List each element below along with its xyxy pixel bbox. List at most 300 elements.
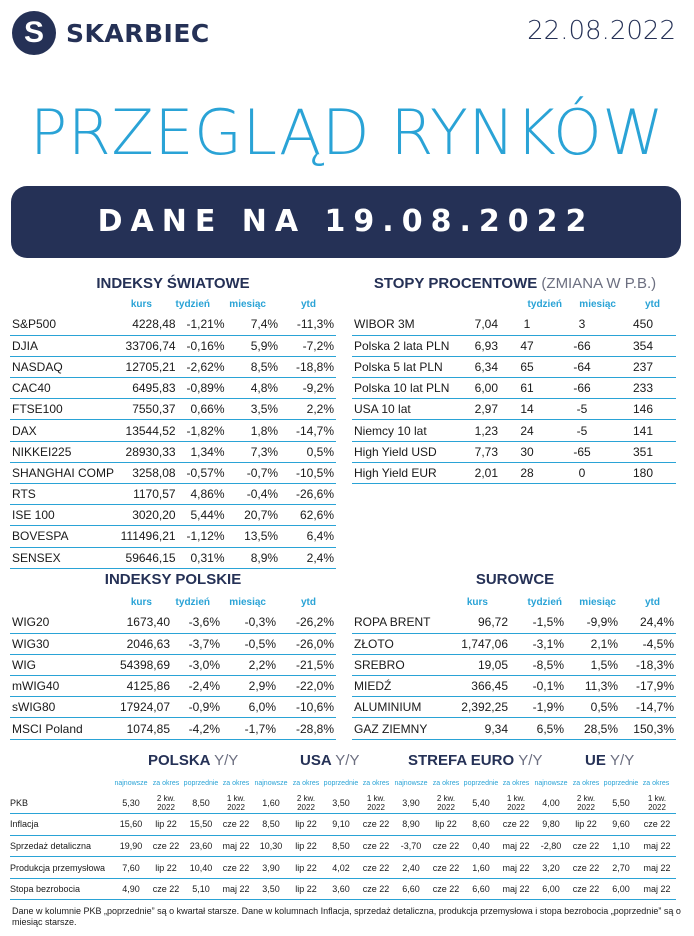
cell-value: -1,82% — [178, 420, 227, 441]
table-row — [10, 399, 336, 420]
cell-value: 33706,74 — [116, 335, 178, 356]
row-label: DJIA — [10, 335, 116, 356]
macro-subhead: za okres — [432, 780, 460, 787]
cell-value: 3020,20 — [116, 505, 178, 526]
row-label: ISE 100 — [10, 505, 116, 526]
cell-value: maj 22 — [638, 857, 676, 879]
cell-value: lip 22 — [568, 814, 604, 836]
row-label: Produkcja przemysłowa — [10, 857, 114, 879]
cell-value: 6,00 — [456, 378, 500, 399]
table-row — [10, 718, 336, 739]
cell-value: -1,12% — [178, 526, 227, 547]
cell-value: maj 22 — [498, 878, 534, 900]
cell-value: -1,5% — [510, 612, 566, 633]
cell-value: -22,0% — [278, 676, 336, 697]
colhead-rates-ytd: ytd — [645, 299, 660, 310]
cell-value: 237 — [610, 356, 676, 377]
cell-value: 13544,52 — [116, 420, 178, 441]
cell-value: maj 22 — [498, 835, 534, 857]
cell-value: 9,10 — [324, 814, 358, 836]
table-row — [10, 654, 336, 675]
cell-value: 1,747,06 — [442, 633, 510, 654]
colhead-world-kurs: kurs — [130, 299, 152, 310]
table-row — [352, 356, 676, 377]
row-label: WIG — [10, 654, 110, 675]
cell-value: 3,50 — [324, 792, 358, 814]
cell-value: 1 kw. 2022 — [498, 792, 534, 814]
cell-value: 2,9% — [222, 676, 278, 697]
table-row — [10, 697, 336, 718]
cell-value: -0,1% — [510, 676, 566, 697]
cell-value: 4,00 — [534, 792, 568, 814]
row-label: Niemcy 10 lat — [352, 420, 456, 441]
row-label: RTS — [10, 484, 116, 505]
cell-value: lip 22 — [288, 835, 324, 857]
cell-value: 11,3% — [566, 676, 620, 697]
table-row — [10, 835, 676, 857]
section-title-commodities: SUROWCE — [475, 571, 555, 588]
row-label: WIBOR 3M — [352, 314, 456, 335]
macro-title-ue: UE Y/Y — [585, 752, 635, 769]
cell-value: cze 22 — [428, 835, 464, 857]
row-label: NIKKEI225 — [10, 441, 116, 462]
row-label: USA 10 lat — [352, 399, 456, 420]
cell-value: 6495,83 — [116, 378, 178, 399]
cell-value: -14,7% — [620, 697, 676, 718]
row-label: FTSE100 — [10, 399, 116, 420]
cell-value: 2,97 — [456, 399, 500, 420]
cell-value: 8,5% — [227, 356, 281, 377]
cell-value: 2,40 — [394, 857, 428, 879]
cell-value: 366,45 — [442, 676, 510, 697]
cell-value: 59646,15 — [116, 547, 178, 568]
cell-value: -0,7% — [227, 462, 281, 483]
cell-value: cze 22 — [568, 835, 604, 857]
row-label: PKB — [10, 792, 114, 814]
data-date-banner: DANE NA 19.08.2022 — [11, 186, 681, 258]
table-row — [352, 441, 676, 462]
cell-value: 1 kw. 2022 — [358, 792, 394, 814]
row-label: SHANGHAI COMP — [10, 462, 116, 483]
cell-value: -2,4% — [172, 676, 222, 697]
cell-value: 2 kw. 2022 — [148, 792, 184, 814]
row-label: MIEDŹ — [352, 676, 442, 697]
cell-value: -4,2% — [172, 718, 222, 739]
cell-value: 2,1% — [566, 633, 620, 654]
table-row — [352, 697, 676, 718]
cell-value: -5 — [554, 399, 610, 420]
row-label: GAZ ZIEMNY — [352, 718, 442, 739]
colhead-rates-miesiac: miesiąc — [579, 299, 616, 310]
macro-subhead: najnowsze — [254, 780, 288, 787]
cell-value: lip 22 — [148, 857, 184, 879]
cell-value: 1,34% — [178, 441, 227, 462]
cell-value: 4,90 — [114, 878, 148, 900]
cell-value: -0,57% — [178, 462, 227, 483]
cell-value: 1,60 — [254, 792, 288, 814]
cell-value: 1,10 — [604, 835, 638, 857]
cell-value: 8,9% — [227, 547, 281, 568]
brand-name: SKARBIEC — [66, 18, 210, 48]
cell-value: 6,60 — [394, 878, 428, 900]
cell-value: 5,9% — [227, 335, 281, 356]
macro-subhead: za okres — [572, 780, 600, 787]
colhead-world-miesiac: miesiąc — [229, 299, 266, 310]
colhead-pl-miesiac: miesiąc — [229, 597, 266, 608]
cell-value: 3,20 — [534, 857, 568, 879]
cell-value: 19,05 — [442, 654, 510, 675]
cell-value: -1,21% — [178, 314, 227, 335]
cell-value: 30 — [500, 441, 554, 462]
cell-value: 351 — [610, 441, 676, 462]
table-row — [10, 633, 336, 654]
logo-icon: S — [12, 11, 56, 55]
interest-rates-subtitle: (ZMIANA W P.B.) — [541, 275, 657, 292]
cell-value: 450 — [610, 314, 676, 335]
cell-value: -5 — [554, 420, 610, 441]
cell-value: cze 22 — [358, 814, 394, 836]
cell-value: 15,50 — [184, 814, 218, 836]
row-label: Polska 10 lat PLN — [352, 378, 456, 399]
table-row — [352, 314, 676, 335]
cell-value: -0,4% — [227, 484, 281, 505]
cell-value: 96,72 — [442, 612, 510, 633]
cell-value: 0,31% — [178, 547, 227, 568]
colhead-pl-tydzien: tydzień — [175, 597, 210, 608]
cell-value: -28,8% — [278, 718, 336, 739]
cell-value: -9,9% — [566, 612, 620, 633]
row-label: ALUMINIUM — [352, 697, 442, 718]
colhead-world-tydzien: tydzień — [175, 299, 210, 310]
cell-value: lip 22 — [428, 814, 464, 836]
cell-value: 5,30 — [114, 792, 148, 814]
cell-value: cze 22 — [148, 835, 184, 857]
cell-value: 3,5% — [227, 399, 281, 420]
cell-value: 19,90 — [114, 835, 148, 857]
table-row — [10, 462, 336, 483]
cell-value: 2046,63 — [110, 633, 172, 654]
cell-value: 2 kw. 2022 — [288, 792, 324, 814]
row-label: Sprzedaż detaliczna — [10, 835, 114, 857]
cell-value: 354 — [610, 335, 676, 356]
cell-value: -3,0% — [172, 654, 222, 675]
macro-subhead: za okres — [152, 780, 180, 787]
cell-value: 1 — [500, 314, 554, 335]
row-label: Polska 2 lata PLN — [352, 335, 456, 356]
cell-value: lip 22 — [288, 814, 324, 836]
cell-value: -65 — [554, 441, 610, 462]
cell-value: 15,60 — [114, 814, 148, 836]
row-label: NASDAQ — [10, 356, 116, 377]
row-label: High Yield EUR — [352, 462, 456, 483]
colhead-rates-tydzien: tydzień — [527, 299, 562, 310]
polish-indices-table — [10, 612, 336, 740]
cell-value: 1 kw. 2022 — [218, 792, 254, 814]
cell-value: -3,7% — [172, 633, 222, 654]
cell-value: cze 22 — [428, 878, 464, 900]
cell-value: -0,16% — [178, 335, 227, 356]
row-label: Inflacja — [10, 814, 114, 836]
cell-value: 4,86% — [178, 484, 227, 505]
table-row — [10, 612, 336, 633]
cell-value: 28930,33 — [116, 441, 178, 462]
cell-value: 7,73 — [456, 441, 500, 462]
cell-value: 7,60 — [114, 857, 148, 879]
cell-value: 1170,57 — [116, 484, 178, 505]
cell-value: 2,2% — [222, 654, 278, 675]
cell-value: 0,5% — [566, 697, 620, 718]
cell-value: 65 — [500, 356, 554, 377]
cell-value: 6,5% — [510, 718, 566, 739]
cell-value: -10,5% — [280, 462, 336, 483]
section-title-interest-rates — [352, 275, 678, 292]
row-label: ROPA BRENT — [352, 612, 442, 633]
cell-value: -2,80 — [534, 835, 568, 857]
table-row — [10, 878, 676, 900]
cell-value: 2,392,25 — [442, 697, 510, 718]
cell-value: maj 22 — [638, 878, 676, 900]
cell-value: cze 22 — [358, 857, 394, 879]
macro-subhead: za okres — [362, 780, 390, 787]
cell-value: 4,8% — [227, 378, 281, 399]
cell-value: 5,40 — [464, 792, 498, 814]
cell-value: cze 22 — [498, 814, 534, 836]
cell-value: maj 22 — [638, 835, 676, 857]
cell-value: 17924,07 — [110, 697, 172, 718]
row-label: WIG30 — [10, 633, 110, 654]
macro-subhead: za okres — [642, 780, 670, 787]
cell-value: 2,4% — [280, 547, 336, 568]
colhead-com-tydzien: tydzień — [527, 597, 562, 608]
cell-value: cze 22 — [428, 857, 464, 879]
table-row — [10, 420, 336, 441]
cell-value: -0,3% — [222, 612, 278, 633]
table-row — [10, 814, 676, 836]
macro-title-usa: USA Y/Y — [300, 752, 360, 769]
row-label: CAC40 — [10, 378, 116, 399]
interest-rates-title: STOPY PROCENTOWE — [373, 275, 538, 292]
row-label: S&P500 — [10, 314, 116, 335]
cell-value: 0,40 — [464, 835, 498, 857]
macro-subhead: najnowsze — [534, 780, 568, 787]
cell-value: cze 22 — [568, 878, 604, 900]
table-row — [10, 314, 336, 335]
world-indices-table — [10, 314, 336, 569]
cell-value: 24 — [500, 420, 554, 441]
table-row — [10, 356, 336, 377]
cell-value: -26,6% — [280, 484, 336, 505]
macro-subhead: poprzednie — [603, 780, 639, 787]
cell-value: 5,50 — [604, 792, 638, 814]
cell-value: cze 22 — [148, 878, 184, 900]
cell-value: maj 22 — [498, 857, 534, 879]
macro-subhead: poprzednie — [323, 780, 359, 787]
cell-value: -3,1% — [510, 633, 566, 654]
row-label: sWIG80 — [10, 697, 110, 718]
cell-value: 1074,85 — [110, 718, 172, 739]
table-row — [10, 441, 336, 462]
cell-value: 233 — [610, 378, 676, 399]
cell-value: 3,90 — [254, 857, 288, 879]
cell-value: 1 kw. 2022 — [638, 792, 676, 814]
cell-value: 4228,48 — [116, 314, 178, 335]
cell-value: 8,60 — [464, 814, 498, 836]
cell-value: -0,9% — [172, 697, 222, 718]
cell-value: -26,2% — [278, 612, 336, 633]
table-row — [10, 505, 336, 526]
table-row — [10, 676, 336, 697]
row-label: SREBRO — [352, 654, 442, 675]
cell-value: -17,9% — [620, 676, 676, 697]
cell-value: -0,5% — [222, 633, 278, 654]
row-label: Polska 5 lat PLN — [352, 356, 456, 377]
cell-value: -26,0% — [278, 633, 336, 654]
cell-value: lip 22 — [288, 857, 324, 879]
colhead-pl-ytd: ytd — [301, 597, 316, 608]
row-label: MSCI Poland — [10, 718, 110, 739]
cell-value: 6,0% — [222, 697, 278, 718]
cell-value: 5,10 — [184, 878, 218, 900]
cell-value: -3,70 — [394, 835, 428, 857]
cell-value: 20,7% — [227, 505, 281, 526]
cell-value: 8,50 — [184, 792, 218, 814]
cell-value: 6,00 — [604, 878, 638, 900]
cell-value: 6,60 — [464, 878, 498, 900]
cell-value: 47 — [500, 335, 554, 356]
cell-value: cze 22 — [218, 857, 254, 879]
cell-value: -9,2% — [280, 378, 336, 399]
macro-subhead: najnowsze — [114, 780, 148, 787]
macro-table — [10, 792, 676, 900]
table-row — [352, 462, 676, 483]
cell-value: 6,93 — [456, 335, 500, 356]
table-row — [10, 526, 336, 547]
cell-value: -1,9% — [510, 697, 566, 718]
cell-value: 2,01 — [456, 462, 500, 483]
cell-value: 7,4% — [227, 314, 281, 335]
cell-value: 24,4% — [620, 612, 676, 633]
row-label: ZŁOTO — [352, 633, 442, 654]
cell-value: -7,2% — [280, 335, 336, 356]
cell-value: 7,04 — [456, 314, 500, 335]
cell-value: 0,66% — [178, 399, 227, 420]
cell-value: 3 — [554, 314, 610, 335]
cell-value: 8,90 — [394, 814, 428, 836]
cell-value: 6,4% — [280, 526, 336, 547]
table-row — [10, 547, 336, 568]
cell-value: 8,50 — [324, 835, 358, 857]
macro-subhead: za okres — [292, 780, 320, 787]
cell-value: 1673,40 — [110, 612, 172, 633]
cell-value: 12705,21 — [116, 356, 178, 377]
cell-value: -2,62% — [178, 356, 227, 377]
header — [0, 0, 694, 70]
cell-value: 3258,08 — [116, 462, 178, 483]
cell-value: 5,44% — [178, 505, 227, 526]
cell-value: cze 22 — [358, 878, 394, 900]
cell-value: 54398,69 — [110, 654, 172, 675]
table-row — [10, 335, 336, 356]
macro-subhead: za okres — [502, 780, 530, 787]
cell-value: 2 kw. 2022 — [568, 792, 604, 814]
cell-value: -18,3% — [620, 654, 676, 675]
table-row — [352, 718, 676, 739]
cell-value: 3,60 — [324, 878, 358, 900]
table-row — [352, 654, 676, 675]
cell-value: maj 22 — [218, 878, 254, 900]
macro-subhead: poprzednie — [463, 780, 499, 787]
cell-value: 1,5% — [566, 654, 620, 675]
table-row — [352, 335, 676, 356]
macro-subhead: za okres — [222, 780, 250, 787]
colhead-pl-kurs: kurs — [130, 597, 152, 608]
cell-value: 28 — [500, 462, 554, 483]
row-label: SENSEX — [10, 547, 116, 568]
cell-value: 3,50 — [254, 878, 288, 900]
section-title-world-indices: INDEKSY ŚWIATOWE — [96, 275, 250, 292]
cell-value: 14 — [500, 399, 554, 420]
cell-value: 6,00 — [534, 878, 568, 900]
cell-value: maj 22 — [218, 835, 254, 857]
colhead-com-kurs: kurs — [466, 597, 488, 608]
cell-value: 10,30 — [254, 835, 288, 857]
cell-value: -0,89% — [178, 378, 227, 399]
cell-value: 8,50 — [254, 814, 288, 836]
cell-value: 10,40 — [184, 857, 218, 879]
colhead-world-ytd: ytd — [301, 299, 316, 310]
cell-value: 0 — [554, 462, 610, 483]
cell-value: 62,6% — [280, 505, 336, 526]
cell-value: -18,8% — [280, 356, 336, 377]
row-label: BOVESPA — [10, 526, 116, 547]
cell-value: 2 kw. 2022 — [428, 792, 464, 814]
table-row — [352, 420, 676, 441]
cell-value: cze 22 — [218, 814, 254, 836]
cell-value: 6,34 — [456, 356, 500, 377]
row-label: WIG20 — [10, 612, 110, 633]
cell-value: 0,5% — [280, 441, 336, 462]
cell-value: 2,70 — [604, 857, 638, 879]
cell-value: -1,7% — [222, 718, 278, 739]
row-label: mWIG40 — [10, 676, 110, 697]
cell-value: 9,34 — [442, 718, 510, 739]
table-row — [10, 792, 676, 814]
macro-title-polska: POLSKA Y/Y — [148, 752, 239, 769]
cell-value: 13,5% — [227, 526, 281, 547]
cell-value: -10,6% — [278, 697, 336, 718]
cell-value: 1,8% — [227, 420, 281, 441]
table-row — [352, 378, 676, 399]
cell-value: 1,60 — [464, 857, 498, 879]
logo — [12, 11, 210, 55]
cell-value: 7,3% — [227, 441, 281, 462]
cell-value: 146 — [610, 399, 676, 420]
cell-value: -21,5% — [278, 654, 336, 675]
cell-value: 61 — [500, 378, 554, 399]
table-row — [352, 612, 676, 633]
cell-value: 150,3% — [620, 718, 676, 739]
cell-value: -3,6% — [172, 612, 222, 633]
cell-value: 4125,86 — [110, 676, 172, 697]
table-row — [352, 676, 676, 697]
cell-value: -64 — [554, 356, 610, 377]
cell-value: -8,5% — [510, 654, 566, 675]
cell-value: 7550,37 — [116, 399, 178, 420]
cell-value: 9,80 — [534, 814, 568, 836]
table-row — [10, 378, 336, 399]
cell-value: 111496,21 — [116, 526, 178, 547]
table-row — [10, 484, 336, 505]
